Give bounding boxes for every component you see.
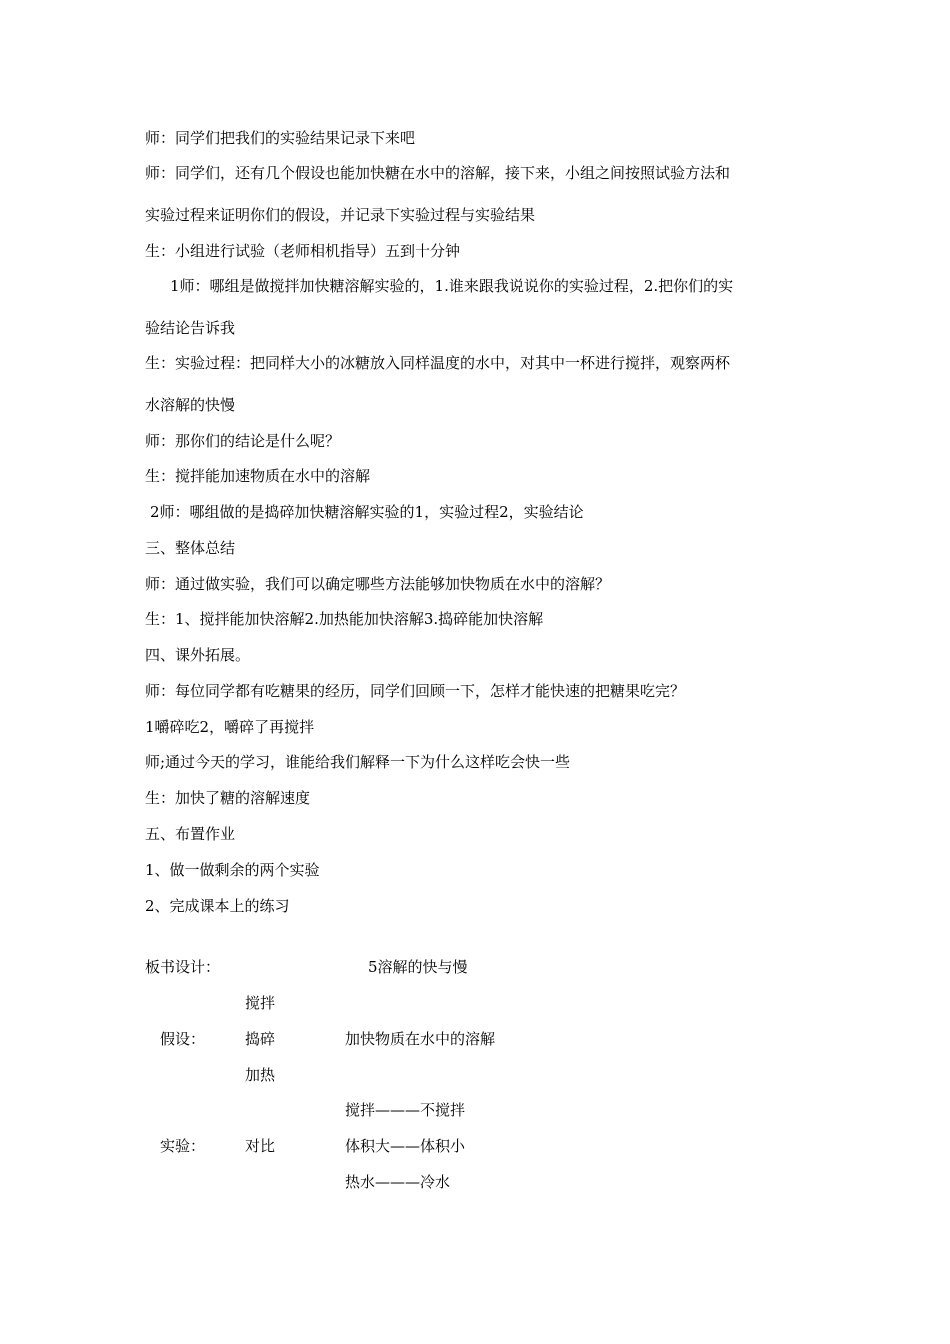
dialogue-line: 2师：哪组做的是捣碎加快糖溶解实验的1，实验过程2，实验结论 [150, 503, 584, 521]
dialogue-line: 验结论告诉我 [145, 319, 236, 337]
hypothesis-item: 搅拌 [245, 994, 276, 1012]
homework-item: 1、做一做剩余的两个实验 [145, 861, 320, 879]
dialogue-line: 生：实验过程：把同样大小的冰糖放入同样温度的水中，对其中一杯进行搅拌，观察两杯 [145, 354, 731, 372]
hypothesis-item: 捣碎 [245, 1030, 276, 1048]
section-heading: 四、课外拓展。 [145, 646, 251, 664]
dialogue-line: 1嚼碎吃2，嚼碎了再搅拌 [145, 718, 315, 736]
hypothesis-item: 加热 [245, 1066, 276, 1084]
dialogue-line: 师;通过今天的学习，谁能给我们解释一下为什么这样吃会快一些 [145, 753, 571, 771]
dialogue-line: 师：同学们把我们的实验结果记录下来吧 [145, 129, 416, 147]
dialogue-line: 生：1、搅拌能加快溶解2.加热能加快溶解3.捣碎能加快溶解 [145, 610, 544, 628]
section-heading: 三、整体总结 [145, 539, 236, 557]
experiment-method: 对比 [245, 1137, 276, 1155]
dialogue-line: 生：加快了糖的溶解速度 [145, 789, 311, 807]
hypothesis-label: 假设： [160, 1030, 206, 1048]
comparison-item: 搅拌———不搅拌 [345, 1101, 466, 1119]
comparison-item: 热水———冷水 [345, 1173, 451, 1191]
dialogue-line: 1师：哪组是做搅拌加快糖溶解实验的，1.谁来跟我说说你的实验过程，2.把你们的实 [170, 277, 734, 295]
dialogue-line: 生：小组进行试验（老师相机指导）五到十分钟 [145, 242, 461, 260]
dialogue-line: 师：那你们的结论是什么呢？ [145, 432, 341, 450]
section-heading: 五、布置作业 [145, 825, 236, 843]
dialogue-line: 实验过程来证明你们的假设，并记录下实验过程与实验结果 [145, 206, 536, 224]
dialogue-line: 师：通过做实验，我们可以确定哪些方法能够加快物质在水中的溶解？ [145, 575, 611, 593]
comparison-item: 体积大——体积小 [345, 1137, 466, 1155]
dialogue-line: 师：同学们，还有几个假设也能加快糖在水中的溶解，接下来，小组之间按照试验方法和 [145, 164, 731, 182]
board-design-title: 5溶解的快与慢 [368, 958, 468, 976]
homework-item: 2、完成课本上的练习 [145, 897, 290, 915]
dialogue-line: 生：搅拌能加速物质在水中的溶解 [145, 467, 371, 485]
dialogue-line: 水溶解的快慢 [145, 396, 236, 414]
experiment-label: 实验： [160, 1137, 206, 1155]
board-design-label: 板书设计： [145, 958, 221, 976]
dialogue-line: 师：每位同学都有吃糖果的经历，同学们回顾一下，怎样才能快速的把糖果吃完？ [145, 682, 686, 700]
hypothesis-result: 加快物质在水中的溶解 [345, 1030, 496, 1048]
